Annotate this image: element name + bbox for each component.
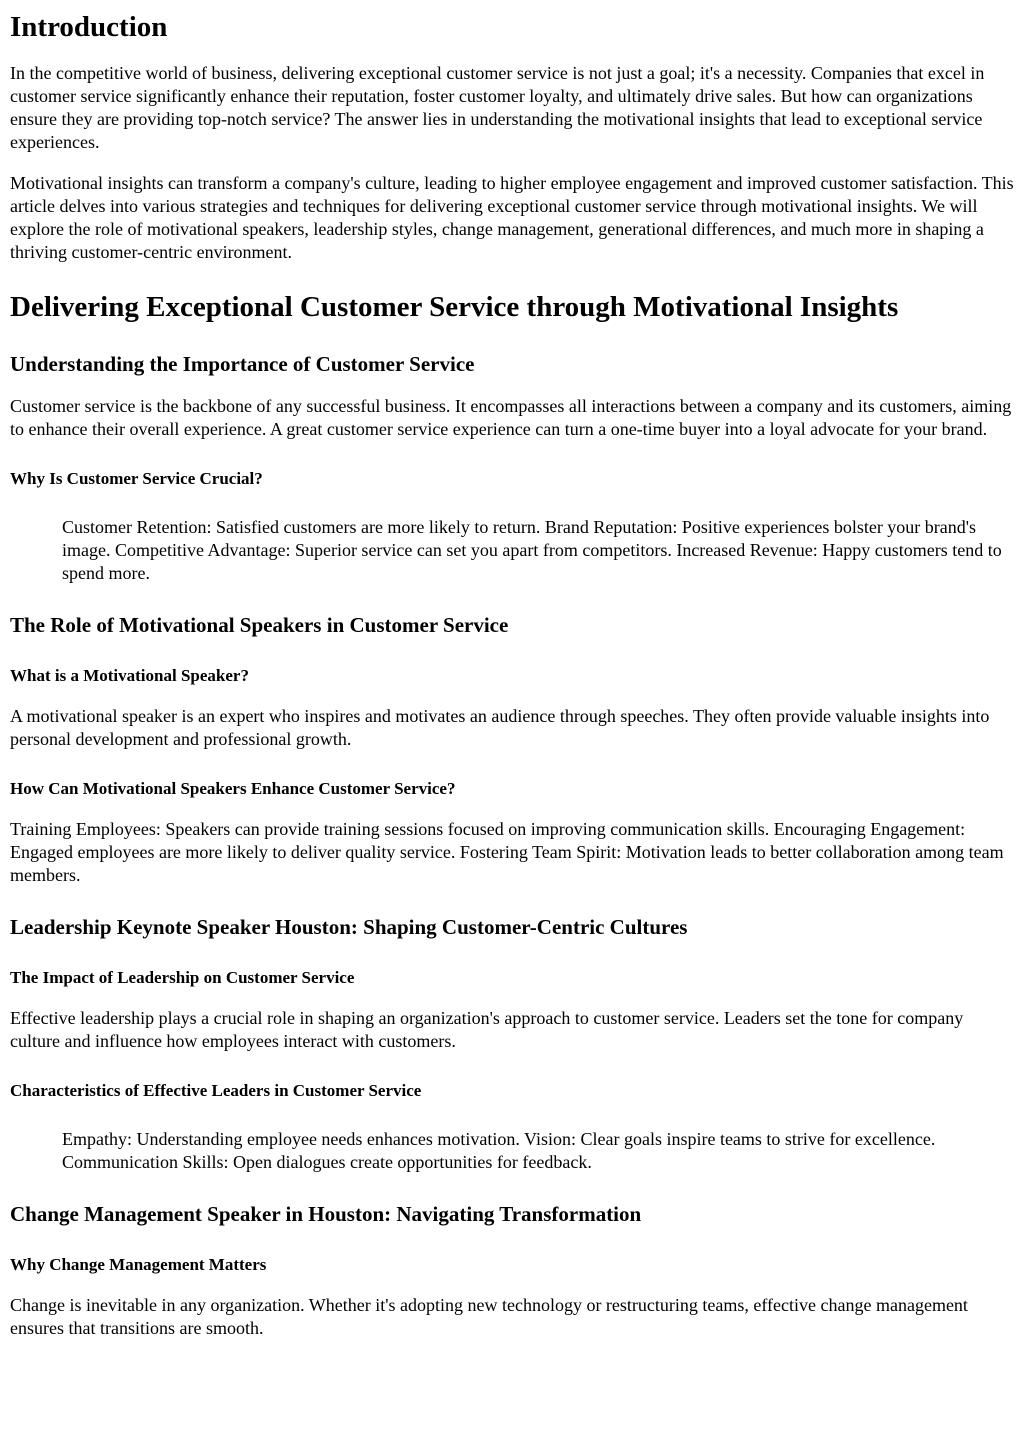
main-heading: Delivering Exceptional Customer Service through Motivational Insights [10,291,899,323]
how-speakers-paragraph: Training Employees: Speakers can provide training sessions focused on improving communication skills. Encouraging Engagement: Engaged employees are more likely to deliver quality service. Fostering Team Spirit: Motivation leads to better collaboration among team members. [10,819,1004,885]
leader-traits-quote: Empathy: Understanding employee needs enhances motivation. Vision: Clear goals inspire teams to strive for excellence. Communication Skills: Open dialogues create opportunities for feedback. [62,1129,936,1172]
change-why-heading: Why Change Management Matters [10,1255,267,1274]
why-crucial-quote: Customer Retention: Satisfied customers are more likely to return. Brand Reputation: Positive experiences bolster your brand's image. Competitive Advantage: Superior service can set you apart from competitors. Increased Revenue: Happy customers tend to spend more. [62,517,1002,583]
leadership-impact-paragraph: Effective leadership plays a crucial role in shaping an organization's approach to customer service. Leaders set the tone for company culture and influence how employees interact with customers. [10,1008,964,1051]
what-speaker-heading: What is a Motivational Speaker? [10,666,249,685]
speakers-heading: The Role of Motivational Speakers in Customer Service [10,613,509,637]
why-crucial-heading: Why Is Customer Service Crucial? [10,469,263,488]
intro-paragraph-2: Motivational insights can transform a company's culture, leading to higher employee engagement and improved customer satisfaction. This article delves into various strategies and techniques for delivering exceptional customer service through motivational insights. We will explore the role of motivational speakers, leadership styles, change management, generational differences, and much more in shaping a thriving customer-centric environment. [10,173,1014,262]
leader-traits-heading: Characteristics of Effective Leaders in Customer Service [10,1081,422,1100]
leadership-heading: Leadership Keynote Speaker Houston: Shaping Customer-Centric Cultures [10,915,688,939]
change-heading: Change Management Speaker in Houston: Navigating Transformation [10,1202,642,1226]
how-speakers-heading: How Can Motivational Speakers Enhance Customer Service? [10,779,456,798]
leadership-impact-heading: The Impact of Leadership on Customer Service [10,968,355,987]
importance-paragraph: Customer service is the backbone of any successful business. It encompasses all interactions between a company and its customers, aiming to enhance their overall experience. A great customer service experience can turn a one-time buyer into a loyal advocate for your brand. [10,396,1012,439]
what-speaker-paragraph: A motivational speaker is an expert who inspires and motivates an audience through speeches. They often provide valuable insights into personal development and professional growth. [10,706,990,749]
importance-heading: Understanding the Importance of Customer Service [10,352,475,376]
change-why-paragraph: Change is inevitable in any organization. Whether it's adopting new technology or restructuring teams, effective change management ensures that transitions are smooth. [10,1295,968,1338]
intro-paragraph-1: In the competitive world of business, delivering exceptional customer service is not just a goal; it's a necessity. Companies that excel in customer service significantly enhance their reputation, foster customer loyalty, and ultimately drive sales. But how can organizations ensure they are providing top-notch service? The answer lies in understanding the motivational insights that lead to exceptional service experiences. [10,63,985,152]
intro-heading: Introduction [10,11,168,43]
article-body [0,10,1024,1340]
